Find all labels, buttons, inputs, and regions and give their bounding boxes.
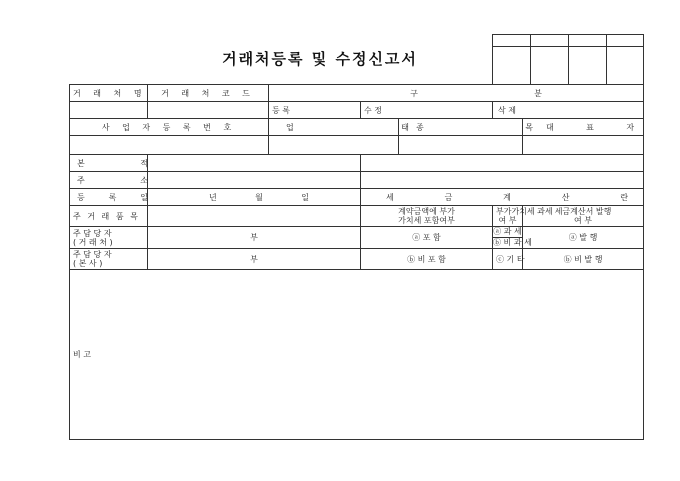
business-type-label [269, 119, 409, 136]
vat-taxable-header [493, 206, 553, 227]
address-label [70, 172, 148, 189]
remarks-area[interactable] [70, 270, 644, 440]
tax-header-char: 계 [503, 192, 511, 202]
tax-header-char: 란 [620, 192, 629, 202]
tax-header-char: 산 [561, 192, 570, 202]
vat-taxable-header-line1: 부가가치세 과세 [496, 207, 553, 216]
domicile-label-bon: 본 [77, 158, 85, 168]
date-year-label: 년 [209, 192, 217, 202]
approval-sign-cell[interactable] [493, 47, 531, 85]
domicile-extra-field[interactable] [361, 155, 644, 172]
representative-label [523, 119, 644, 136]
approval-header-cell [607, 35, 644, 47]
domicile-label [70, 155, 148, 172]
client-manager-field[interactable] [148, 227, 361, 249]
delete-option[interactable] [493, 102, 644, 119]
tax-header-char: 금 [444, 192, 453, 202]
vat-included-header-line2: 가치세 포함여부 [398, 216, 455, 225]
main-trade-item-field[interactable] [148, 206, 361, 227]
client-code-field[interactable] [148, 102, 269, 119]
address-label-so: 소 [140, 175, 148, 185]
vat-other-option[interactable]: ⓒ 기 타 [493, 249, 523, 270]
registration-date-field[interactable] [148, 189, 361, 206]
page-title: 거래처등록 및 수정신고서 [222, 50, 418, 68]
client-manager-label-line1: 주 담 당 자 [73, 228, 112, 238]
main-trade-item-label: 주 거 래 품 목 [70, 206, 148, 227]
client-manager-label [70, 227, 148, 249]
hq-manager-dept-label: 부 [250, 254, 258, 264]
client-code-label: 거 래 처 코 드 [148, 85, 269, 102]
address-field[interactable] [148, 172, 361, 189]
vat-exclude-option[interactable]: ⓑ 비 포 함 [361, 249, 493, 270]
business-item-field[interactable] [399, 136, 523, 155]
vat-taxable-option[interactable]: ⓐ 과 세 [493, 227, 522, 236]
registration-date-label [70, 189, 148, 206]
approval-sign-cell[interactable] [531, 47, 569, 85]
vat-include-option[interactable]: ⓐ 포 함 [361, 227, 493, 249]
hq-manager-label-line1: 주 담 당 자 [73, 250, 112, 259]
modify-option[interactable]: 수 정 [361, 102, 493, 119]
hq-manager-label-line2: ( 본 사 ) [73, 259, 103, 268]
vat-taxable-options [493, 227, 532, 249]
tax-calc-header [361, 189, 644, 206]
representative-label-dae: 대 [546, 122, 554, 132]
hq-manager-field[interactable] [148, 249, 361, 270]
delete-label: 삭 제 [498, 105, 516, 115]
remarks-label: 비 고 [73, 350, 91, 359]
registration-date-label-2: 록 [108, 192, 117, 202]
registration-date-label-1: 등 [77, 192, 85, 202]
approval-header-cell [569, 35, 607, 47]
approval-sign-cell[interactable] [607, 47, 644, 85]
business-type-label-tae: 태 [401, 122, 409, 132]
business-reg-number-label: 사 업 자 등 록 번 호 [70, 119, 269, 136]
hq-manager-label [70, 249, 148, 270]
business-item-label-mok: 목 [525, 122, 533, 132]
date-day-label: 일 [301, 192, 309, 202]
representative-label-ja: 자 [626, 122, 635, 132]
address-extra-field[interactable] [361, 172, 644, 189]
business-item-label-jong: 종 [416, 122, 424, 132]
invoice-issue-option[interactable]: ⓐ 발 행 [523, 227, 644, 249]
category-header [269, 85, 644, 102]
vat-taxable-header-line2: 여 부 [498, 216, 517, 225]
domicile-field[interactable] [148, 155, 361, 172]
domicile-label-jeok: 적 [140, 158, 148, 168]
approval-sign-cell[interactable] [569, 47, 607, 85]
category-header-bun: 분 [534, 88, 542, 98]
registration-date-label-3: 일 [140, 192, 148, 202]
approval-header-cell [531, 35, 569, 47]
vat-nontaxable-option[interactable]: ⓑ 비 과 세 [493, 238, 532, 247]
invoice-issue-header-line1: 세금계산서 발행 [554, 207, 612, 216]
business-type-field[interactable] [269, 136, 399, 155]
client-manager-dept-label: 부 [250, 233, 258, 242]
invoice-issue-header-line2: 여 부 [574, 216, 593, 225]
category-header-gu: 구 [410, 88, 418, 98]
date-month-label: 월 [255, 192, 263, 202]
business-reg-number-field[interactable] [70, 136, 269, 155]
tax-header-char: 세 [386, 192, 394, 202]
client-name-label: 거 래 처 명 [70, 85, 148, 102]
registration-form [69, 84, 644, 440]
business-type-label-up: 업 [286, 122, 294, 132]
address-label-ju: 주 [77, 175, 85, 185]
approval-box [492, 34, 644, 85]
vat-included-header [361, 206, 493, 227]
vat-included-header-line1: 계약금액에 부가 [398, 207, 455, 216]
register-option[interactable]: 등 록 [269, 102, 361, 119]
client-name-field[interactable] [70, 102, 148, 119]
representative-label-pyo: 표 [586, 122, 594, 132]
representative-field[interactable] [523, 136, 644, 155]
business-item-label [399, 119, 533, 136]
approval-header-cell [493, 35, 531, 47]
invoice-noissue-option[interactable]: ⓑ 비 발 행 [523, 249, 644, 270]
client-manager-label-line2: ( 거 래 처 ) [73, 237, 113, 247]
